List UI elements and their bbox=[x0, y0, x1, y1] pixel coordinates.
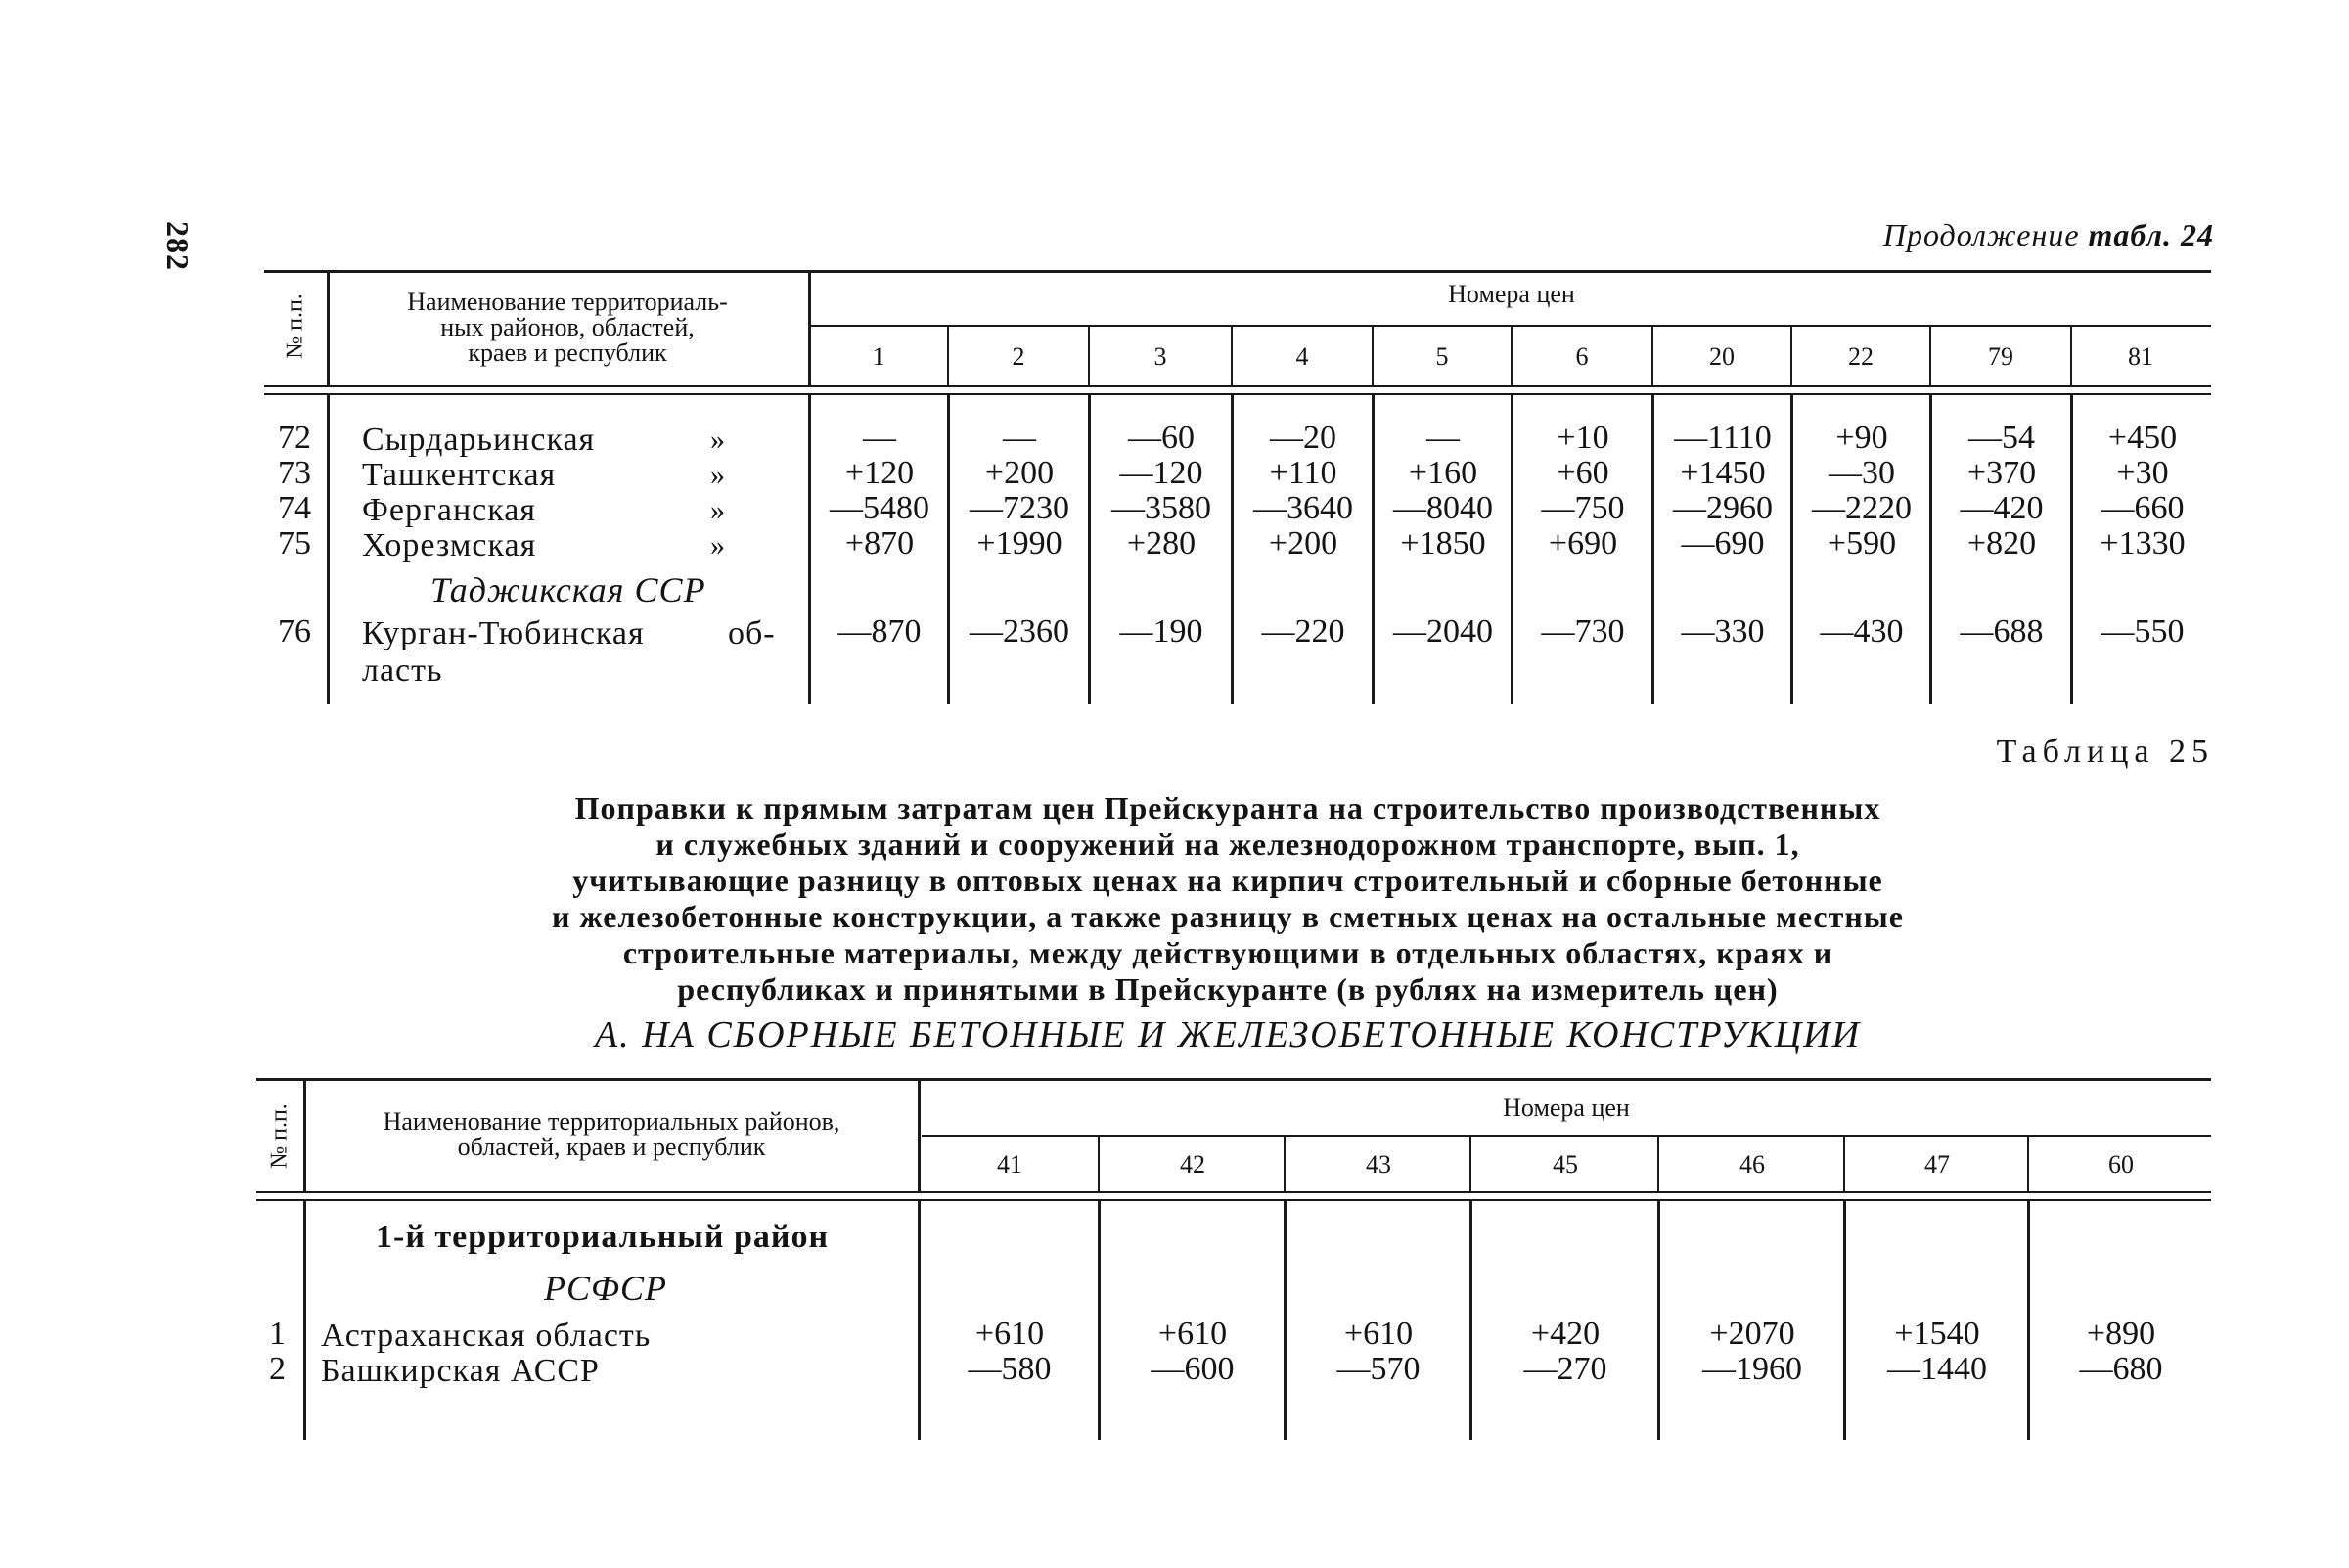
heading-line: строительные материалы, между действующими в отдельных областях, краях и bbox=[622, 935, 1833, 970]
table25-body-vline bbox=[2027, 1201, 2030, 1440]
table24-name-header-line: Наименование территориаль- bbox=[407, 288, 728, 316]
table-cell: —550 bbox=[2101, 613, 2185, 650]
table25-header-bottom-rule-2 bbox=[256, 1199, 2211, 1201]
table24-body-vline bbox=[1929, 393, 1932, 704]
table24-body-vline bbox=[1372, 393, 1375, 704]
table-cell: —2220 bbox=[1812, 490, 1912, 526]
row-number: 76 bbox=[278, 613, 311, 650]
territorial-region-heading: 1-й территориальный район bbox=[376, 1219, 830, 1255]
ditto-mark: » bbox=[710, 529, 725, 561]
table-cell: +610 bbox=[1343, 1316, 1414, 1352]
table25-hdr-vline bbox=[1657, 1137, 1659, 1191]
table-cell: +10 bbox=[1557, 420, 1609, 456]
section-heading: Таджикская ССР bbox=[430, 570, 706, 609]
table-cell: —190 bbox=[1119, 613, 1203, 650]
table25-top-rule bbox=[256, 1078, 2211, 1081]
row-number: 72 bbox=[278, 420, 311, 456]
table-cell: +1990 bbox=[976, 525, 1062, 561]
table-heading bbox=[460, 790, 1996, 1008]
table24-body-vline bbox=[947, 393, 950, 704]
table25-hdr-vline bbox=[1469, 1137, 1471, 1191]
table25-col-number: 45 bbox=[1553, 1150, 1578, 1179]
table-cell: +200 bbox=[984, 455, 1055, 491]
table-cell: —1110 bbox=[1674, 420, 1772, 456]
table-cell: —870 bbox=[837, 613, 922, 650]
region-name: ласть bbox=[362, 652, 443, 689]
table-cell: —3640 bbox=[1253, 490, 1353, 526]
table-cell: +30 bbox=[2116, 455, 2169, 491]
table-cell: +60 bbox=[1557, 455, 1609, 491]
table-cell: —730 bbox=[1541, 613, 1625, 650]
table25-hdr-vline-name bbox=[918, 1080, 921, 1191]
continuation-title-text: Продолжение bbox=[1882, 217, 2089, 252]
table-cell: —420 bbox=[1960, 490, 2044, 526]
table25-body-vline bbox=[1469, 1201, 1472, 1440]
table-cell: +870 bbox=[844, 525, 915, 561]
table-cell: —690 bbox=[1681, 525, 1765, 561]
table-cell: +610 bbox=[1157, 1316, 1228, 1352]
table24-body-vline bbox=[1511, 393, 1513, 704]
table-cell: +120 bbox=[844, 455, 915, 491]
table-cell: +820 bbox=[1966, 525, 2037, 561]
table24-body-vline bbox=[2070, 393, 2073, 704]
table-cell: +200 bbox=[1268, 525, 1338, 561]
table24-num-header: № п.п. bbox=[282, 293, 308, 359]
table-cell: —120 bbox=[1119, 455, 1203, 491]
table25-body-vline bbox=[1098, 1201, 1101, 1440]
table25-hdr-vline-num bbox=[303, 1080, 306, 1191]
table-cell: +160 bbox=[1408, 455, 1478, 491]
section-subheading: А. НА СБОРНЫЕ БЕТОННЫЕ И ЖЕЛЕЗОБЕТОННЫЕ КОНСТРУКЦИИ bbox=[594, 1014, 1862, 1055]
table25-body-vline bbox=[1657, 1201, 1660, 1440]
heading-line: и железобетонные конструкции, а также разницу в сметных ценах на остальные местные bbox=[552, 899, 1904, 934]
table25-col-number: 60 bbox=[2108, 1150, 2134, 1179]
table-cell: +890 bbox=[2086, 1316, 2156, 1352]
region-name: Хорезмская bbox=[362, 527, 537, 563]
table25-hdr-vline bbox=[2027, 1137, 2029, 1191]
table-cell: —1440 bbox=[1887, 1351, 1987, 1387]
table25-col-number: 41 bbox=[997, 1150, 1022, 1179]
ditto-mark: » bbox=[710, 459, 725, 491]
table25-hdr-vline bbox=[1098, 1137, 1100, 1191]
table-cell: +280 bbox=[1126, 525, 1197, 561]
table-cell: —1960 bbox=[1702, 1351, 1802, 1387]
table25-body-vline-num bbox=[303, 1201, 306, 1440]
table-cell: +1540 bbox=[1894, 1316, 1980, 1352]
table25-name-header-line: Наименование территориальных районов, bbox=[383, 1107, 840, 1136]
table25-col-number: 42 bbox=[1180, 1150, 1205, 1179]
table-label: Таблица 25 bbox=[1996, 734, 2214, 770]
ditto-mark: » bbox=[710, 424, 725, 456]
table25-body-vline-name bbox=[918, 1201, 921, 1440]
table-cell: —570 bbox=[1336, 1351, 1421, 1387]
table24-col-number: 20 bbox=[1709, 342, 1735, 371]
region-name-hyphen: об- bbox=[728, 615, 776, 651]
region-name: Ташкентская bbox=[362, 457, 557, 493]
table-cell: —3580 bbox=[1111, 490, 1211, 526]
table24-body-vline bbox=[1231, 393, 1234, 704]
table-cell: —5480 bbox=[830, 490, 929, 526]
table-cell: — bbox=[1426, 420, 1460, 456]
table-cell: +2070 bbox=[1709, 1316, 1795, 1352]
table24-col-number: 6 bbox=[1575, 342, 1589, 371]
table-cell: —2040 bbox=[1393, 613, 1493, 650]
region-name: Сырдарьинская bbox=[362, 422, 596, 458]
table-cell: +90 bbox=[1835, 420, 1888, 456]
table24-top-rule bbox=[264, 270, 2211, 273]
table24-body-vline bbox=[1651, 393, 1654, 704]
table-cell: —330 bbox=[1681, 613, 1765, 650]
table25-num-header: № п.п. bbox=[266, 1103, 293, 1169]
table24-col-number: 4 bbox=[1295, 342, 1309, 371]
table24-body-vline bbox=[1088, 393, 1091, 704]
region-name: Ферганская bbox=[362, 492, 537, 528]
table-cell: —54 bbox=[1968, 420, 2035, 456]
heading-line: республиках и принятыми в Прейскуранте (в рублях на измеритель цен) bbox=[677, 971, 1779, 1007]
table24-col-number: 81 bbox=[2128, 342, 2153, 371]
republic-heading: РСФСР bbox=[544, 1269, 667, 1308]
table-cell: —60 bbox=[1128, 420, 1195, 456]
table25-hdr-vline bbox=[1284, 1137, 1286, 1191]
table25-name-header bbox=[309, 1109, 914, 1160]
table-cell: —220 bbox=[1261, 613, 1345, 650]
table24-header-bottom-rule bbox=[264, 385, 2211, 387]
table24-col-number: 22 bbox=[1848, 342, 1874, 371]
table-cell: — bbox=[863, 420, 896, 456]
table24-body-vline-name bbox=[808, 393, 811, 704]
table-cell: +1850 bbox=[1400, 525, 1486, 561]
table-cell: —30 bbox=[1829, 455, 1895, 491]
table-cell: +1330 bbox=[2100, 525, 2186, 561]
table25-hdr-vline bbox=[1843, 1137, 1845, 1191]
table-cell: —580 bbox=[968, 1351, 1052, 1387]
table24-col-number: 79 bbox=[1988, 342, 2013, 371]
table24-col-number: 3 bbox=[1153, 342, 1167, 371]
table-cell: +590 bbox=[1827, 525, 1897, 561]
ditto-mark: » bbox=[710, 494, 725, 526]
table-cell: —430 bbox=[1820, 613, 1904, 650]
table25-body-vline bbox=[1843, 1201, 1846, 1440]
heading-line: и служебных зданий и сооружений на железнодорожном транспорте, вып. 1, bbox=[655, 827, 1800, 862]
table-cell: —688 bbox=[1960, 613, 2044, 650]
heading-line: Поправки к прямым затратам цен Прейскуранта на строительство производственных bbox=[574, 790, 1881, 826]
table25-name-header-line: областей, краев и республик bbox=[457, 1133, 766, 1161]
region-name: Башкирская АССР bbox=[321, 1353, 600, 1389]
table25-prices-rule bbox=[922, 1135, 2211, 1137]
table-cell: —270 bbox=[1523, 1351, 1607, 1387]
row-number: 73 bbox=[278, 455, 311, 491]
table25-col-number: 47 bbox=[1924, 1150, 1950, 1179]
table25-col-number: 43 bbox=[1366, 1150, 1391, 1179]
region-name: Астраханская область bbox=[321, 1318, 652, 1354]
table24-col-number: 5 bbox=[1435, 342, 1449, 371]
table-cell: —20 bbox=[1270, 420, 1336, 456]
heading-line: учитывающие разницу в оптовых ценах на кирпич строительный и сборные бетонные bbox=[572, 863, 1883, 898]
table24-name-header-line: краев и республик bbox=[468, 338, 667, 367]
table-cell: +610 bbox=[974, 1316, 1045, 1352]
table-cell: —660 bbox=[2101, 490, 2185, 526]
table-cell: —7230 bbox=[970, 490, 1069, 526]
row-number: 1 bbox=[269, 1316, 286, 1352]
table-cell: —2360 bbox=[970, 613, 1069, 650]
table-cell: +110 bbox=[1269, 455, 1337, 491]
table25-prices-header: Номера цен bbox=[1503, 1094, 1630, 1122]
row-number: 75 bbox=[278, 525, 311, 561]
continuation-title bbox=[1883, 217, 2214, 253]
table-cell: —680 bbox=[2079, 1351, 2163, 1387]
table-cell: +1450 bbox=[1680, 455, 1766, 491]
row-number: 74 bbox=[278, 490, 311, 526]
table-cell: +450 bbox=[2107, 420, 2178, 456]
table24-body-vline-num bbox=[327, 393, 330, 704]
continuation-title-table: табл. 24 bbox=[2088, 217, 2214, 252]
table-cell: +370 bbox=[1966, 455, 2037, 491]
table-cell: —750 bbox=[1541, 490, 1625, 526]
region-name: Курган-Тюбинская bbox=[362, 615, 645, 651]
table24-col-number: 2 bbox=[1012, 342, 1025, 371]
page-number: 282 bbox=[160, 221, 196, 271]
table-cell: +420 bbox=[1530, 1316, 1601, 1352]
table24-name-header bbox=[333, 290, 802, 366]
table24-header-bottom-rule-2 bbox=[264, 393, 2211, 395]
table25-col-number: 46 bbox=[1739, 1150, 1765, 1179]
row-number: 2 bbox=[269, 1351, 286, 1387]
table-cell: —2960 bbox=[1673, 490, 1773, 526]
table-cell: —600 bbox=[1151, 1351, 1235, 1387]
table-cell: +690 bbox=[1548, 525, 1618, 561]
table24-body-vline bbox=[1790, 393, 1793, 704]
table-cell: — bbox=[1003, 420, 1036, 456]
table25-header-bottom-rule bbox=[256, 1191, 2211, 1193]
table24-prices-header: Номера цен bbox=[1448, 280, 1575, 308]
table24-col-number: 1 bbox=[872, 342, 885, 371]
table25-body-vline bbox=[1284, 1201, 1287, 1440]
table24-hdr-vline-num bbox=[327, 270, 330, 385]
table24-name-header-line: ных районов, областей, bbox=[440, 313, 695, 341]
table-cell: —8040 bbox=[1393, 490, 1493, 526]
